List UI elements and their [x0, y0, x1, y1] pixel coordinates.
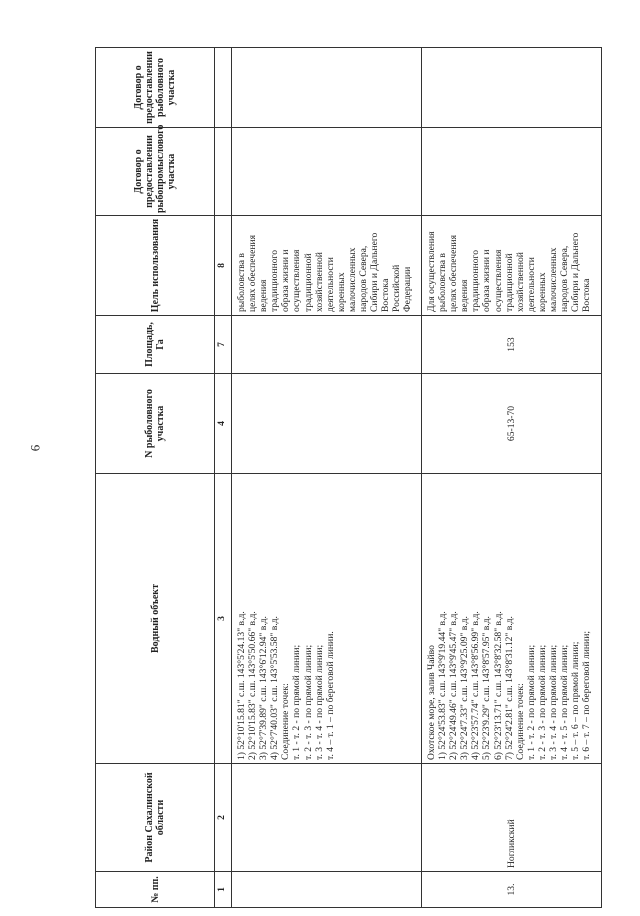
purpose-line: Сибири и Дальнего — [369, 232, 381, 312]
purpose-line: образа жизни и — [280, 249, 292, 312]
water-object-line: т. 1 - т. 2 - по прямой линии; — [525, 644, 537, 760]
water-object-line: т. 5 – т. 6 – по прямой линии; — [570, 641, 582, 760]
water-object-line: 7) 52°24'2.81" с.ш. 143°8'31.12" в.д. — [503, 616, 515, 760]
row-purpose — [422, 216, 602, 316]
row-contract-fishing — [422, 48, 602, 128]
purpose-line: рыболовства в — [236, 253, 247, 312]
purpose-line: малочисленных — [346, 247, 358, 312]
purpose-line: народов Севера, — [559, 245, 571, 312]
row-contract-fishing-trade — [422, 128, 602, 216]
column-number: 3 — [215, 474, 232, 764]
purpose-line: традиционной — [302, 253, 314, 312]
water-object-line: Охотское море, залив Чайво — [426, 645, 437, 760]
water-object-line: 6) 52°23'13.71" с.ш. 143°8'32.58" в.д. — [492, 611, 504, 760]
purpose-line: деятельности — [324, 257, 336, 312]
column-number: 4 — [215, 374, 232, 474]
header-num: № пп. — [96, 872, 215, 908]
water-object-line: 5) 52°23'9.29" с.ш. 143°8'57.95" в.д. — [481, 616, 493, 760]
purpose-line: народов Севера, — [358, 245, 370, 312]
page-number: 6 — [27, 444, 43, 452]
water-object-line: 1) 52°24'53.83" с.ш. 143°9'19.44" в.д. — [437, 611, 449, 760]
purpose-line: ведения — [258, 279, 270, 312]
water-object-line: 3) 52°7'39.89" с.ш. 143°6'12.94" в.д. — [258, 616, 270, 760]
purpose-line: Федерации — [402, 266, 414, 312]
row-purpose — [232, 216, 422, 316]
water-object-line: т. 2 - т. 3 - по прямой линии; — [536, 644, 548, 760]
purpose-line: традиционной — [503, 253, 515, 312]
header-fishing-area-n: N рыболовного участка — [96, 374, 215, 474]
water-object-line: т. 4 - т. 5 - по прямой линии; — [559, 644, 571, 760]
purpose-line: Российской — [391, 264, 403, 312]
purpose-line: Востока — [581, 278, 593, 312]
water-object-line: 2) 52°24'49.46" с.ш. 143°9'45.47" в.д. — [448, 611, 460, 760]
row-area — [232, 316, 422, 374]
table-row — [422, 48, 602, 908]
water-object-line: 3) 52°24'7.33" с.ш. 143°9'25.09" в.д. — [459, 616, 471, 760]
purpose-line: деятельности — [525, 257, 537, 312]
column-number: 1 — [215, 872, 232, 908]
purpose-line: осуществления — [492, 249, 504, 312]
purpose-line: ведения — [459, 279, 471, 312]
water-object-line: т. 3 - т. 4 - по прямой линии; — [548, 644, 560, 760]
column-number-row — [215, 48, 232, 908]
purpose-line: хозяйственной — [514, 252, 526, 312]
water-object-line: Соединение точек: — [514, 683, 526, 760]
purpose-line: образа жизни и — [481, 249, 493, 312]
water-object-line: 1) 52°10'15.81" с.ш. 143°5'24.13" в.д. — [236, 611, 247, 760]
header-contract-fishing: Договор о предоставлении рыболовного участка — [96, 48, 215, 128]
row-contract-fishing — [232, 48, 422, 128]
water-object-line: 2) 52°10'15.83" с.ш. 143°5'50.66" в.д. — [247, 611, 259, 760]
column-number — [215, 48, 232, 128]
purpose-line: целях обеспечения — [448, 234, 460, 312]
row-district: Ногликский — [422, 764, 602, 872]
purpose-line: целях обеспечения — [247, 234, 259, 312]
header-row — [96, 48, 215, 908]
row-contract-fishing-trade — [232, 128, 422, 216]
water-object-line: т. 4 – т. 1 – по береговой линии. — [324, 631, 336, 760]
row-fishing-area-n: 65-13-70 — [422, 374, 602, 474]
water-object-line: т. 2 - т. 3 - по прямой линии; — [302, 644, 314, 760]
water-object-line: 4) 52°23'57.74" с.ш. 143°8'56.99" в.д. — [470, 611, 482, 760]
purpose-line: осуществления — [291, 249, 303, 312]
column-number: 8 — [215, 216, 232, 316]
purpose-line: Востока — [380, 278, 392, 312]
water-object-line: Соединение точек: — [280, 683, 292, 760]
column-number — [215, 128, 232, 216]
rotated-table-container — [95, 48, 595, 908]
column-number: 2 — [215, 764, 232, 872]
water-object-line: 4) 52°7'40.03" с.ш. 143°5'53.58" в.д. — [269, 616, 281, 760]
purpose-line: коренных — [536, 272, 548, 312]
fishing-areas-table — [95, 47, 602, 908]
row-fishing-area-n — [232, 374, 422, 474]
purpose-line: коренных — [335, 272, 347, 312]
row-num: 13. — [422, 872, 602, 908]
header-contract-fishing-trade: Договор о предоставлении рыбопромыслового участка — [96, 128, 215, 216]
header-district: Район Сахалинской области — [96, 764, 215, 872]
water-object-line: т. 1 - т. 2 - по прямой линии; — [291, 644, 303, 760]
column-number: 7 — [215, 316, 232, 374]
header-water-object: Водный объект — [96, 474, 215, 764]
purpose-line: хозяйственной — [313, 252, 325, 312]
header-area: Площадь, Га — [96, 316, 215, 374]
table-row — [232, 48, 422, 908]
row-water-object — [232, 474, 422, 764]
purpose-line: традиционного — [470, 249, 482, 312]
purpose-line: рыболовства в — [437, 253, 449, 312]
purpose-line: Для осуществления — [426, 231, 437, 312]
purpose-line: малочисленных — [548, 247, 560, 312]
row-num — [232, 872, 422, 908]
header-purpose: Цель использования — [96, 216, 215, 316]
water-object-line: т. 6 – т. 7 – по береговой линии; — [581, 631, 593, 760]
purpose-line: традиционного — [269, 249, 281, 312]
purpose-line: Сибири и Дальнего — [570, 232, 582, 312]
row-area: 153 — [422, 316, 602, 374]
water-object-line: т. 3 - т. 4 - по прямой линии; — [313, 644, 325, 760]
row-water-object — [422, 474, 602, 764]
row-district — [232, 764, 422, 872]
